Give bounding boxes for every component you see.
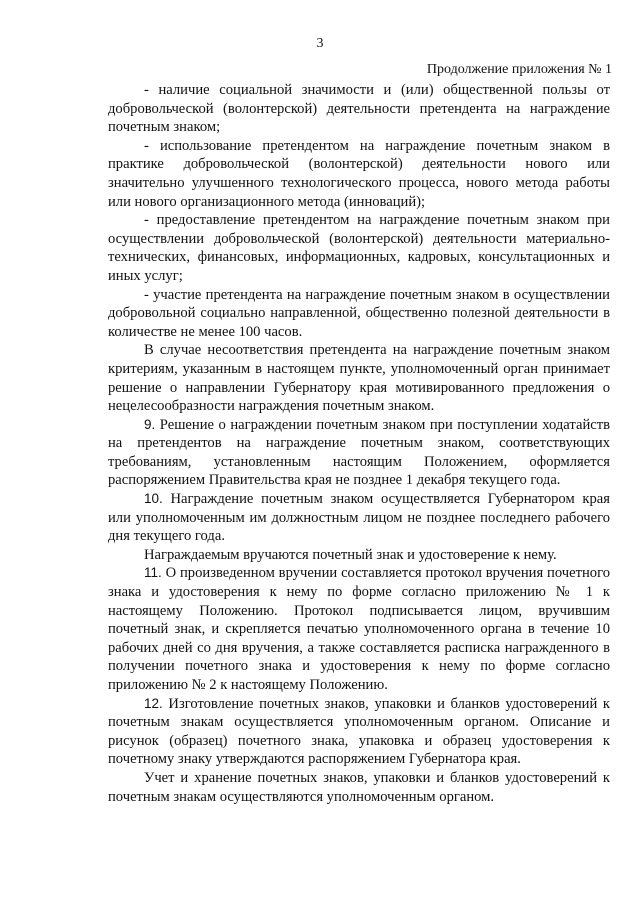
paragraph-criterion-services bbox=[108, 211, 610, 285]
item-number: 12. bbox=[144, 695, 163, 711]
paragraph-criterion-innovation bbox=[108, 137, 610, 211]
paragraph-criterion-hours bbox=[108, 286, 610, 342]
paragraph-text: - наличие социальной значимости и (или) общественной пользы от добровольческой (волонтерской) деятельности претендента на награждение почетным знаком; bbox=[108, 82, 610, 136]
paragraph-text: Награждаемым вручаются почетный знак и удостоверение к нему. bbox=[144, 546, 557, 563]
paragraph-text: - предоставление претендентом на награждение почетным знаком при осуществлении добровольческой (волонтерской) деятельности материально-технических, финансовых, информационных, кадровых, консультационных и иных услуг; bbox=[108, 212, 610, 284]
paragraph-item-11 bbox=[108, 564, 610, 694]
paragraph-text: - использование претендентом на награждение почетным знаком в практике добровольческой (волонтерской) деятельности нового или значительно улучшенного технологического процесса, нового метода работы или нового организационного метода (инноваций); bbox=[108, 137, 610, 210]
paragraph-noncompliance bbox=[108, 341, 610, 415]
paragraph-item-12 bbox=[108, 695, 610, 769]
paragraph-text: Учет и хранение почетных знаков, упаковки и бланков удостоверений к почетным знакам осуществляются уполномоченным органом. bbox=[108, 769, 610, 805]
paragraph-storage bbox=[108, 769, 610, 806]
document-body bbox=[108, 81, 610, 806]
paragraph-text: В случае несоответствия претендента на награждение почетным знаком критериям, указанным в настоящем пункте, уполномоченный орган принимает решение о направлении Губернатору края мотивированного предложения о нецелесообразности награждения почетным знаком. bbox=[108, 342, 610, 415]
paragraph-text: Награждение почетным знаком осуществляется Губернатором края или уполномоченным им должностным лицом не позднее последнего рабочего дня текущего года. bbox=[108, 491, 610, 545]
paragraph-item-9 bbox=[108, 416, 610, 490]
paragraph-text: Решение о награждении почетным знаком при поступлении ходатайств на претендентов на награждение почетным знаком, соответствующих требованиям, установленным настоящим Положением, оформляется распоряжением Правительства края не позднее 1 декабря текущего года. bbox=[108, 416, 610, 489]
item-number: 9. bbox=[144, 416, 156, 432]
page-number: 3 bbox=[316, 36, 324, 51]
paragraph-item-10 bbox=[108, 490, 610, 546]
item-number: 11. bbox=[144, 565, 162, 581]
paragraph-text: О произведенном вручении составляется протокол вручения почетного знака и удостоверения к нему по форме согласно приложению № 1 к настоящему Положению. Протокол подписывается лицом, вручившим почетный знак, и скрепляется печатью уполномоченного органа в течение 10 рабочих дней со дня вручения, а также составляется расписка награжденного в получении почетного знака и удостоверения к нему по форме согласно приложению № 2 к настоящему Положению. bbox=[108, 565, 610, 693]
paragraph-criterion-social-significance bbox=[108, 81, 610, 137]
paragraph-award-handover bbox=[108, 546, 610, 565]
paragraph-text: - участие претендента на награждение почетным знаком в осуществлении добровольной социально направленной, общественно полезной деятельности в количестве не менее 100 часов. bbox=[108, 286, 610, 340]
paragraph-text: Изготовление почетных знаков, упаковки и бланков удостоверений к почетным знакам осуществляется уполномоченным органом. Описание и рисунок (образец) почетного знака, упаковка и образец удостоверения к почетному знаку утверждаются распоряжением Губернатора края. bbox=[108, 695, 610, 768]
appendix-continuation-note: Продолжение приложения № 1 bbox=[426, 62, 612, 77]
item-number: 10. bbox=[144, 491, 163, 507]
